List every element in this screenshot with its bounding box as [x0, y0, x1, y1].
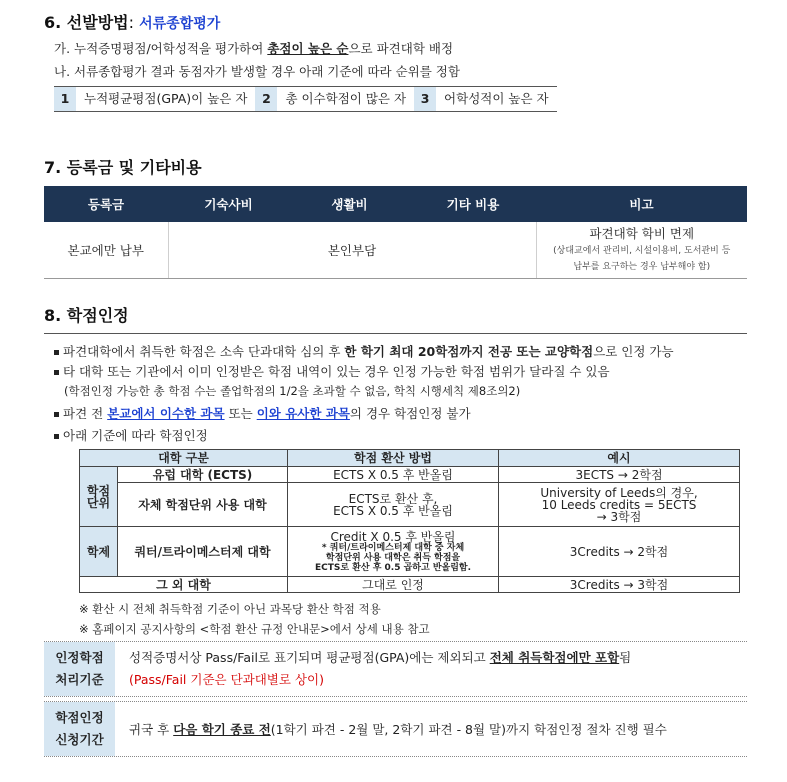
section-7-heading: 7. 등록금 및 기타비용 [44, 158, 202, 177]
section-8-heading: 8. 학점인정 [44, 306, 129, 325]
note-2: ※ 홈페이지 공지사항의 <학점 환산 규정 안내문>에서 상세 내용 참고 [79, 622, 430, 636]
divider [44, 333, 747, 334]
selection-line-b: 나. 서류종합평가 결과 동점자가 발생할 경우 아래 기준에 따라 순위를 정함 [54, 64, 460, 79]
col-method: 학점 환산 방법 [288, 450, 499, 467]
criteria-text: 누적평균평점(GPA)이 높은 자 [84, 91, 248, 106]
criteria-num: 3 [414, 87, 436, 111]
header-living: 생활비 [289, 186, 410, 222]
tuition-cell: 본교에만 납부 [44, 222, 168, 279]
header-tuition: 등록금 [44, 186, 168, 222]
header-dorm: 기숙사비 [168, 186, 289, 222]
row-example: 3ECTS → 2학점 [499, 467, 740, 483]
row-method: ECTS로 환산 후, ECTS X 0.5 후 반올림 [288, 483, 499, 527]
credit-processing-box: 인정학점 처리기준 성적증명서상 Pass/Fail로 표기되며 평균평점(GPA)에는 제외되고 전체 취득학점에만 포함됨 (Pass/Fail 기준은 단과대별로 상이) [44, 641, 747, 697]
criteria-num: 2 [255, 87, 277, 111]
note-1: ※ 환산 시 전체 취득학점 기준이 아닌 과목당 환산 학점 적용 [79, 602, 381, 616]
box-label: 학점인정 신청기간 [44, 702, 115, 756]
criteria-num: 1 [54, 87, 76, 111]
bullet-2: 타 대학 또는 기관에서 이미 인정받은 학점 내역이 있는 경우 인정 가능한 학점 범위가 달라질 수 있음 [54, 362, 610, 380]
row-name: 자체 학점단위 사용 대학 [118, 483, 288, 527]
row-name: 쿼터/트라이메스터제 대학 [118, 527, 288, 577]
row-example: University of Leeds의 경우, 10 Leeds credits = 5ECTS → 3학점 [499, 483, 740, 527]
unit-group-label: 학점 단위 [80, 467, 118, 527]
term-group-label: 학제 [80, 527, 118, 577]
red-note: (Pass/Fail 기준은 단과대별로 상이) [129, 672, 324, 687]
row-example: 3Credits → 2학점 [499, 527, 740, 577]
col-type: 대학 구분 [80, 450, 288, 467]
bullet-1: 파견대학에서 취득한 학점은 소속 단과대학 심의 후 한 학기 최대 20학점까지 전공 또는 교양학점으로 인정 가능 [54, 342, 674, 360]
criteria-text: 총 이수학점이 많은 자 [285, 91, 407, 106]
cost-table [44, 186, 747, 279]
box-label: 인정학점 처리기준 [44, 642, 115, 696]
criteria-text: 어학성적이 높은 자 [444, 91, 549, 106]
application-period-box: 학점인정 신청기간 귀국 후 다음 학기 종료 전(1학기 파견 - 2월 말, 2학기 파견 - 8월 말)까지 학점인정 절차 진행 필수 [44, 701, 747, 757]
bullet-3: 파견 전 본교에서 이수한 과목 또는 이와 유사한 과목의 경우 학점인정 불가 [54, 404, 471, 422]
tie-break-criteria [54, 86, 557, 112]
bullet-4: 아래 기준에 따라 학점인정 [54, 426, 208, 444]
selection-method: 서류종합평가 [139, 16, 221, 32]
col-example: 예시 [499, 450, 740, 467]
selection-line-a: 가. 누적증명평점/어학성적을 평가하여 총점이 높은 순으로 파견대학 배정 [54, 41, 454, 56]
row-method: 그대로 인정 [288, 577, 499, 593]
header-other: 기타 비용 [410, 186, 536, 222]
bullet-2-sub: (학점인정 가능한 총 학점 수는 졸업학점의 1/2을 초과할 수 없음, 학칙 시행세칙 제8조의2) [64, 384, 521, 398]
row-method: ECTS X 0.5 후 반올림 [288, 467, 499, 483]
row-method: Credit X 0.5 후 반올림 * 쿼터/트라이메스터제 대학 중 자체 학점단위 사용 대학은 취득 학점을 ECTS로 환산 후 0.5 곱하고 반올림함. [288, 527, 499, 577]
row-name: 그 외 대학 [80, 577, 288, 593]
header-note: 비고 [536, 186, 747, 222]
note-cell: 파견대학 학비 면제 (상대교에서 관리비, 시설이용비, 도서관비 등 납부를 요구하는 경우 납부해야 함) [536, 222, 747, 279]
row-name: 유럽 대학 (ECTS) [118, 467, 288, 483]
credit-conversion-table [79, 449, 740, 593]
self-pay-cell: 본인부담 [168, 222, 536, 279]
row-example: 3Credits → 3학점 [499, 577, 740, 593]
section-6-heading: 6. 선발방법: 서류종합평가 [44, 13, 221, 32]
